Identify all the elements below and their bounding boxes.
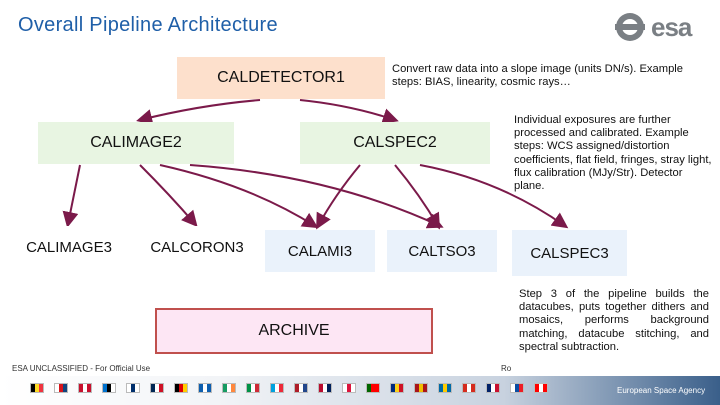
arrow-calimage2-to-calimage3	[68, 165, 80, 224]
flag-icon	[198, 383, 212, 393]
esa-wordmark: esa	[651, 12, 692, 42]
calcoron3-box: CALCORON3	[137, 226, 257, 268]
caltso3-box: CALTSO3	[387, 230, 497, 272]
caldetector1-box: CALDETECTOR1	[177, 57, 385, 99]
flag-icon	[342, 383, 356, 393]
flag-icon	[126, 383, 140, 393]
calimage3-box: CALIMAGE3	[10, 226, 128, 268]
flag-icon	[534, 383, 548, 393]
flag-icon	[390, 383, 404, 393]
flag-icon	[486, 383, 500, 393]
stage2-description: Individual exposures are further processed and calibrated. Example steps: WCS assigned/distortion coefficients, flat field, fringes, stray light, flux calibration (MJy/Str). Detector plane.	[514, 114, 712, 193]
flag-icon	[318, 383, 332, 393]
flag-icon	[30, 383, 44, 393]
flag-icon	[270, 383, 284, 393]
flag-icon	[78, 383, 92, 393]
flag-icon	[150, 383, 164, 393]
flag-icon	[294, 383, 308, 393]
flag-icon	[438, 383, 452, 393]
agency-name: European Space Agency	[617, 386, 706, 395]
arrow-calspec2-to-calami3	[318, 165, 360, 226]
classification-label: ESA UNCLASSIFIED - For Official Use	[12, 364, 151, 373]
calspec2-box: CALSPEC2	[300, 122, 490, 164]
calami3-box: CALAMI3	[265, 230, 375, 272]
slide-label: Ro	[501, 364, 512, 373]
flag-icon	[54, 383, 68, 393]
arrow-calimage2-to-calami3	[160, 165, 315, 226]
flag-icon	[462, 383, 476, 393]
flag-icon	[222, 383, 236, 393]
archive-box: ARCHIVE	[155, 308, 433, 354]
flag-icon	[102, 383, 116, 393]
arrow-calimage2-to-calcoron3	[140, 165, 195, 224]
member-state-flags	[30, 383, 548, 393]
arrow-caldetector-to-calimage2	[140, 100, 260, 120]
stage1-description: Convert raw data into a slope image (units DN/s). Example steps: BIAS, linearity, cosmic rays…	[392, 63, 684, 89]
calspec3-box: CALSPEC3	[512, 230, 627, 276]
flag-icon	[366, 383, 380, 393]
page-title: Overall Pipeline Architecture	[18, 14, 278, 36]
flag-icon	[246, 383, 260, 393]
flag-icon	[174, 383, 188, 393]
calimage2-box: CALIMAGE2	[38, 122, 234, 164]
arrow-calspec2-to-caltso3	[395, 165, 438, 226]
stage3-description: Step 3 of the pipeline builds the datacubes, puts together dithers and mosaics, performs background matching, datacube stitching, and spectral subtraction.	[519, 288, 709, 353]
flag-icon	[414, 383, 428, 393]
arrow-caldetector-to-calspec2	[300, 100, 395, 120]
flag-icon	[510, 383, 524, 393]
